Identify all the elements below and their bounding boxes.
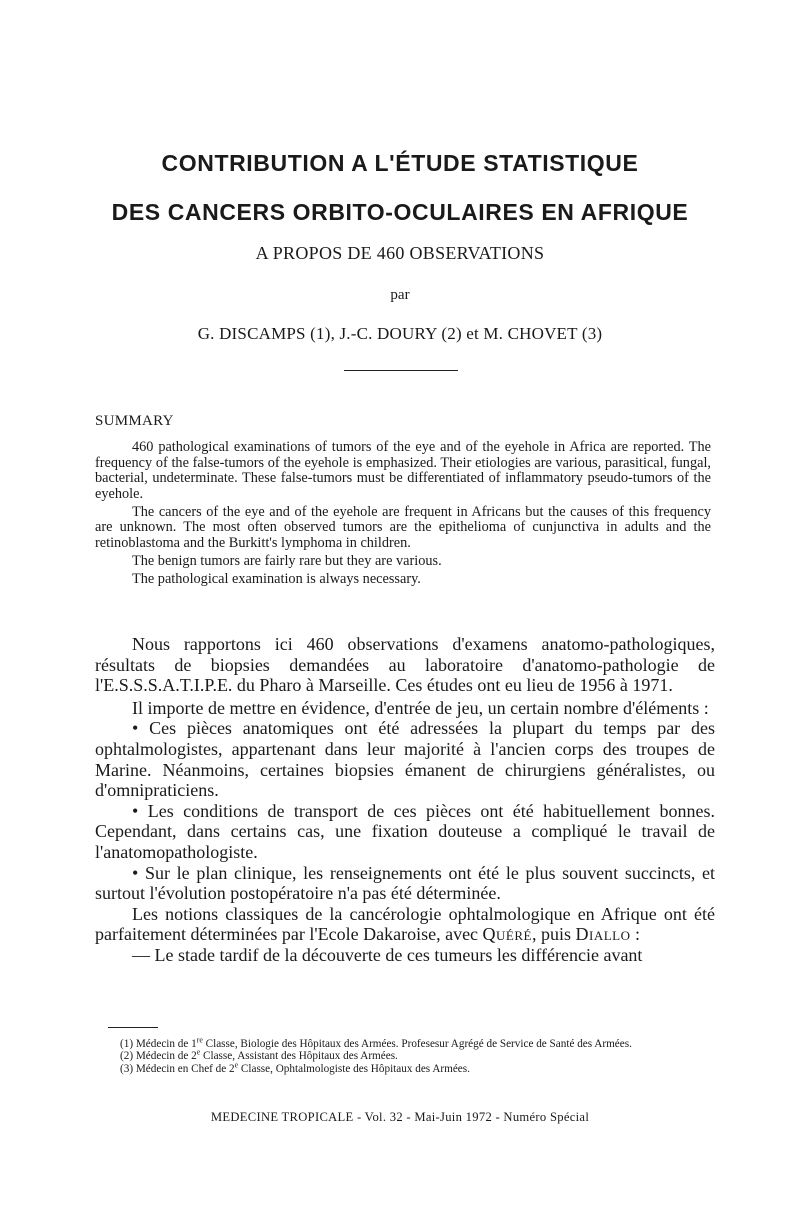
paragraph-text: , puis: [532, 924, 572, 945]
author-name-diallo: Diallo: [575, 924, 631, 945]
footnote-2: [95, 1047, 715, 1063]
body-text: [95, 634, 715, 966]
body-paragraph: — Le stade tardif de la découverte de ces tumeurs les différencie avant: [132, 944, 643, 965]
bullet-text: Sur le plan clinique, les renseignements ont été le plus souvent succincts, et surtout l'évolution postopératoire n'a pas été déterminée.: [95, 862, 716, 904]
summary-paragraph: 460 pathological examinations of tumors of the eye and of the eyehole in Africa are reported. The frequency of the false-tumors of the eyehole is emphasized. Their etiologies are various, parasitical, fungal, bacterial, undeterminate. These false-tumors must be differentiated of inflammatory pseudo-tumors of the eyehole.: [95, 439, 711, 502]
bullet-item: [95, 718, 715, 800]
journal-footer: MEDECINE TROPICALE - Vol. 32 - Mai-Juin 1972 - Numéro Spécial: [210, 1110, 590, 1124]
footnote-superscript: e: [234, 1060, 239, 1070]
bullet-icon: •: [132, 862, 139, 883]
title-line-2: DES CANCERS ORBITO-OCULAIRES EN AFRIQUE: [111, 199, 689, 225]
body-paragraph: Il importe de mettre en évidence, d'entrée de jeu, un certain nombre d'éléments :: [132, 697, 709, 718]
subtitle: A PROPOS DE 460 OBSERVATIONS: [255, 243, 545, 263]
bullet-text: Ces pièces anatomiques ont été adressées la plupart du temps par des ophtalmologistes, appartenant dans leur majorité à l'ancien corps des troupes de Marine. Néanmoins, certaines biopsies émanent de chirurgiens généralistes, ou d'omnipraticiens.: [95, 718, 715, 801]
footnote-superscript: e: [196, 1047, 201, 1057]
title-line-1: CONTRIBUTION A L'ÉTUDE STATISTIQUE: [161, 150, 639, 176]
footnote-text: Classe, Ophtalmologiste des Hôpitaux des Armées.: [238, 1062, 470, 1075]
body-paragraph: Nous rapportons ici 460 observations d'examens anatomo-pathologiques, résultats de biopsies demandées au laboratoire d'anatomo-pathologie de l'E.S.S.S.A.T.I.P.E. du Pharo à Marseille. Ces études ont eu lieu de 1956 à 1971.: [95, 634, 715, 696]
footnote-1: [95, 1035, 715, 1050]
bullet-text: Les conditions de transport de ces pièces ont été habituellement bonnes. Cependant, dans certains cas, une fixation douteuse a compliqué le travail de l'anatomopathologiste.: [95, 800, 716, 862]
footnote-text: (3) Médecin en Chef de 2: [120, 1062, 235, 1075]
footnote-text: Classe, Biologie des Hôpitaux des Armées. Profesesur Agrégé de Service de Santé des Armées.: [202, 1038, 632, 1050]
paragraph-text: Les notions classiques de la cancérologie ophtalmologique en Afrique ont été parfaitement déterminées par l'Ecole Dakaroise, avec: [95, 903, 715, 945]
footnote-text: (2) Médecin de 2: [120, 1050, 197, 1063]
summary-paragraph: The benign tumors are fairly rare but they are various.: [132, 553, 442, 570]
summary-paragraph: The pathological examination is always necessary.: [132, 571, 421, 588]
footnote-superscript: re: [196, 1035, 203, 1045]
summary-paragraph: The cancers of the eye and of the eyehole are frequent in Africans but the causes of this frequency are unknown. The most often observed tumors are the epithelioma of cunjunctiva in adults and the retinoblastoma and the Burkitt's lymphoma in children.: [95, 503, 711, 552]
summary-heading: SUMMARY: [95, 413, 174, 429]
footnote-divider: [108, 1027, 158, 1028]
bullet-icon: •: [132, 718, 139, 739]
bullet-item: [95, 863, 715, 904]
by-line-par: par: [390, 287, 410, 303]
footnote-text: Classe, Assistant des Hôpitaux des Armées.: [200, 1050, 398, 1063]
body-paragraph: [95, 904, 715, 945]
title-divider: [344, 370, 458, 371]
authors: G. DISCAMPS (1), J.-C. DOURY (2) et M. CHOVET (3): [197, 324, 603, 343]
footnote-text: (1) Médecin de 1: [120, 1038, 197, 1050]
paragraph-text: :: [630, 924, 641, 945]
footnotes: [95, 1035, 715, 1075]
summary-block: [95, 440, 711, 590]
bullet-item: [95, 801, 715, 863]
bullet-icon: •: [132, 800, 139, 821]
author-name-quere: Quéré: [482, 924, 532, 945]
footnote-3: [95, 1060, 715, 1075]
